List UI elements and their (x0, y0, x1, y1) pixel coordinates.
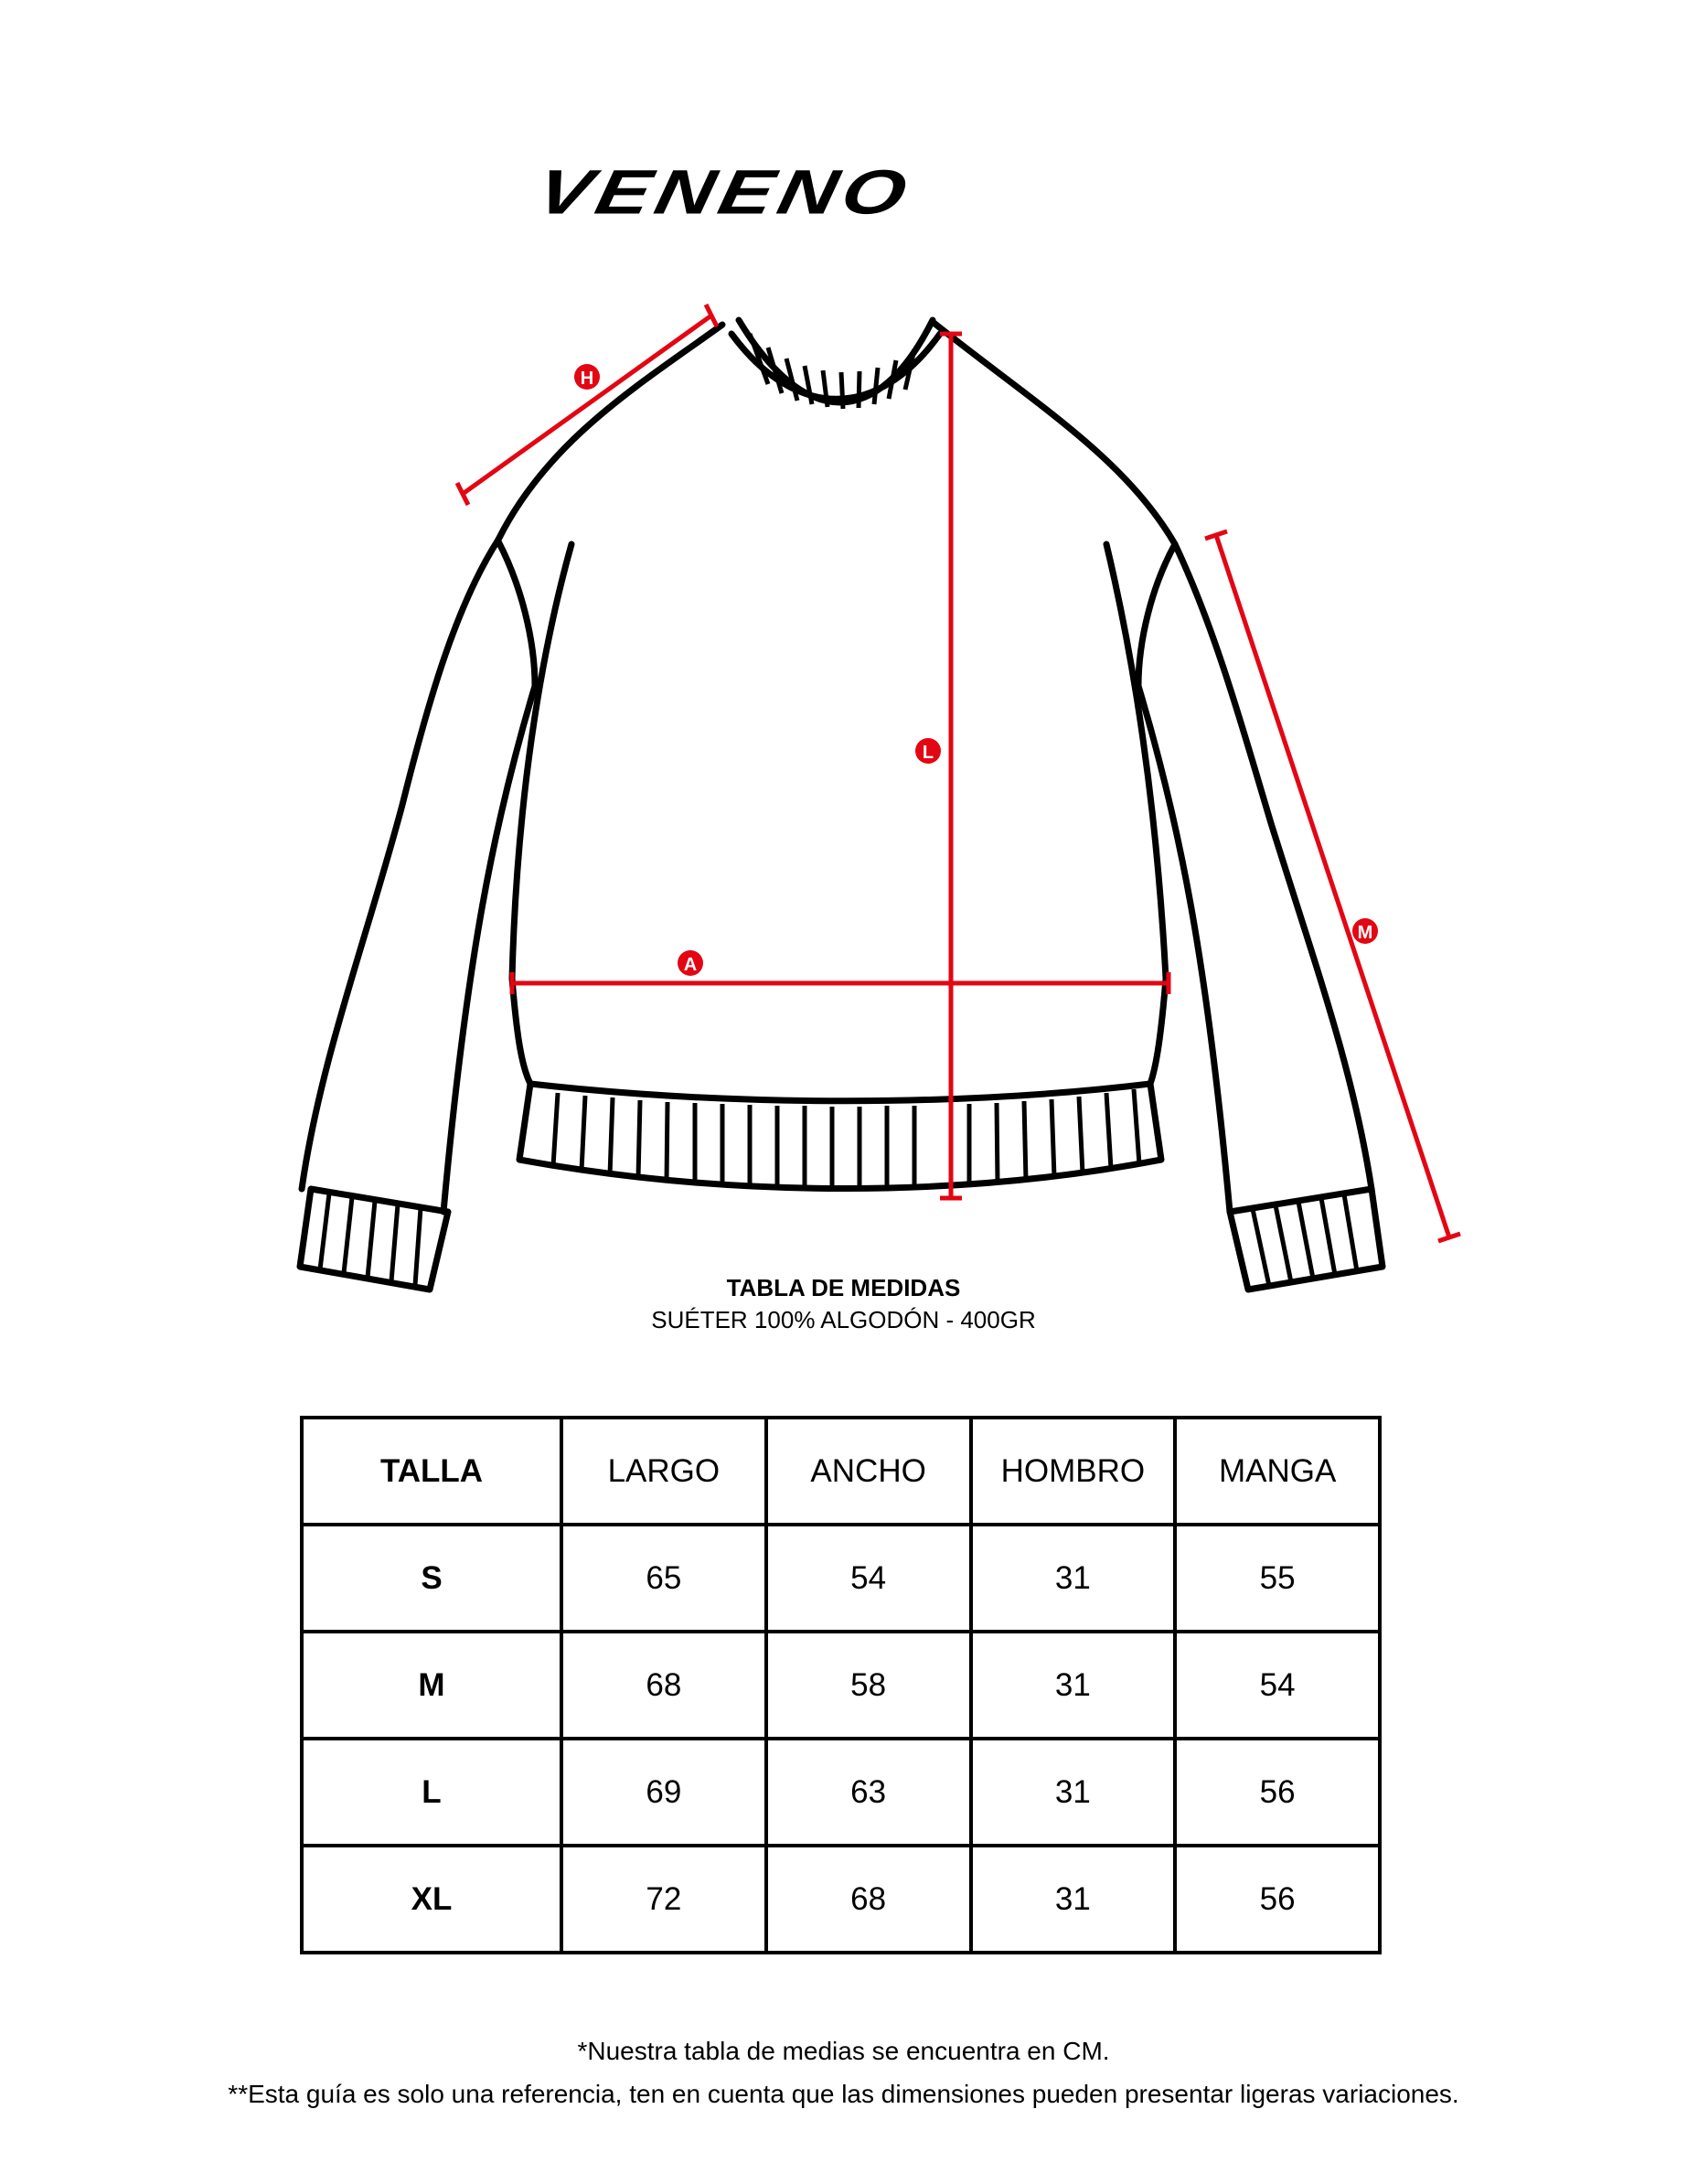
table-row (302, 1846, 1380, 1953)
header-hombro: HOMBRO (971, 1418, 1176, 1525)
marker-sleeve (1352, 918, 1378, 944)
hem-band (519, 1084, 1161, 1189)
ancho-cell: 68 (766, 1846, 971, 1953)
manga-cell: 54 (1175, 1632, 1380, 1739)
sweater-left-raglan (498, 325, 722, 540)
marker-width-label: A (683, 955, 698, 975)
table-row (302, 1632, 1380, 1739)
manga-cell: 55 (1175, 1525, 1380, 1632)
unit-note: *Nuestra tabla de medias se encuentra en CM. (577, 2037, 1110, 2065)
caption-title: TABLA DE MEDIDAS (726, 1274, 961, 1301)
body-right-side (1106, 544, 1166, 1084)
size-table (300, 1416, 1382, 1954)
table-header-row (302, 1418, 1380, 1525)
size-cell: L (302, 1739, 561, 1846)
collar-outline (739, 320, 933, 402)
disclaimer-note: **Esta guía es solo una referencia, ten en cuenta que las dimensiones pueden presentar ligeras variaciones. (228, 2080, 1459, 2108)
header-manga: MANGA (1175, 1418, 1380, 1525)
marker-length (915, 738, 941, 764)
body-left-side (512, 544, 571, 1084)
largo-cell: 65 (561, 1525, 766, 1632)
caption-subtitle: SUÉTER 100% ALGODÓN - 400GR (651, 1306, 1036, 1333)
hombro-cell: 31 (971, 1525, 1176, 1632)
header-talla: TALLA (302, 1418, 561, 1525)
right-sleeve-inner (1138, 544, 1175, 686)
table-row (302, 1739, 1380, 1846)
hombro-cell: 31 (971, 1846, 1176, 1953)
marker-sleeve-label: M (1357, 923, 1373, 943)
largo-cell: 68 (561, 1632, 766, 1739)
marker-shoulder-label: H (580, 369, 594, 389)
size-cell: XL (302, 1846, 561, 1953)
measure-shoulder-line (463, 316, 711, 494)
largo-cell: 72 (561, 1846, 766, 1953)
marker-length-label: L (922, 743, 934, 763)
measure-sleeve-line (1216, 535, 1449, 1237)
ancho-cell: 63 (766, 1739, 971, 1846)
hombro-cell: 31 (971, 1739, 1176, 1846)
hombro-cell: 31 (971, 1632, 1176, 1739)
right-sleeve-under (1138, 686, 1230, 1212)
header-largo: LARGO (561, 1418, 766, 1525)
largo-cell: 69 (561, 1739, 766, 1846)
table-row (302, 1525, 1380, 1632)
ancho-cell: 54 (766, 1525, 971, 1632)
manga-cell: 56 (1175, 1739, 1380, 1846)
left-sleeve (302, 540, 498, 1189)
manga-cell: 56 (1175, 1846, 1380, 1953)
right-sleeve (1175, 544, 1372, 1189)
marker-shoulder (574, 364, 600, 390)
ancho-cell: 58 (766, 1632, 971, 1739)
marker-width (678, 950, 703, 976)
left-sleeve-inner (498, 541, 535, 686)
size-cell: S (302, 1525, 561, 1632)
sweater-right-raglan (933, 322, 1175, 544)
header-ancho: ANCHO (766, 1418, 971, 1525)
size-cell: M (302, 1632, 561, 1739)
brand-name: VENENO (530, 156, 919, 228)
